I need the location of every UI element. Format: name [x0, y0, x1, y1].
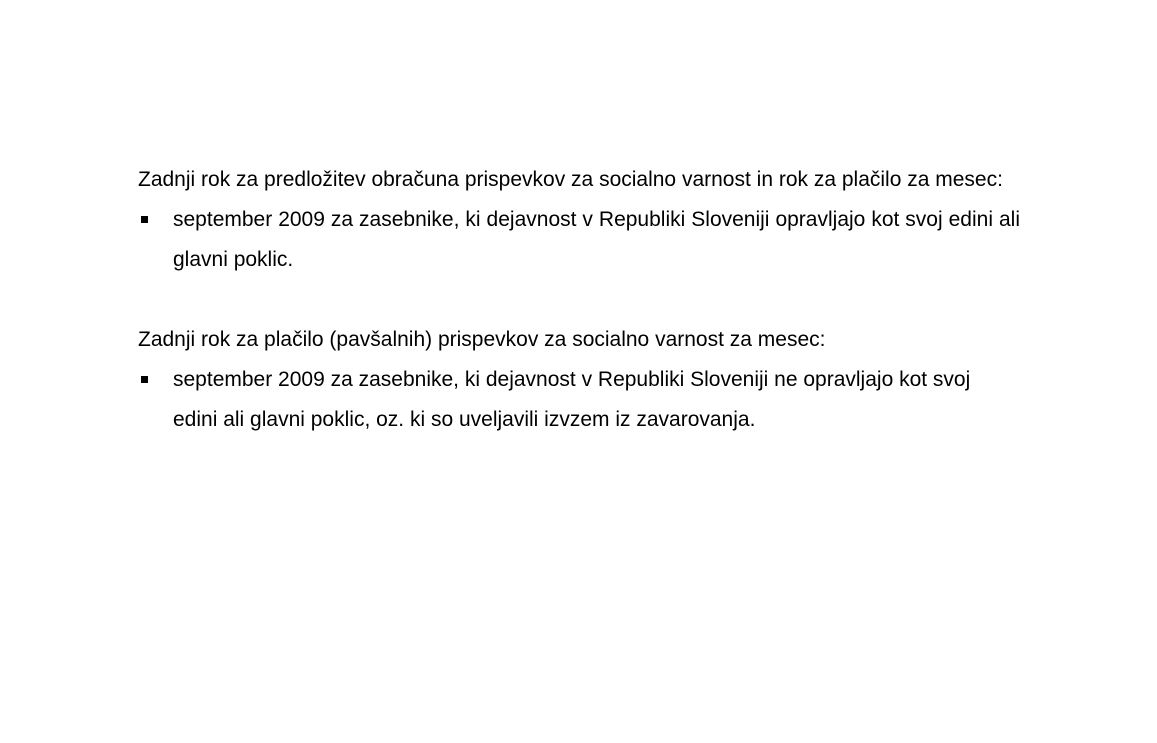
square-bullet-icon [141, 216, 148, 223]
list-item-text: september 2009 za zasebnike, ki dejavnost v Republiki Sloveniji ne opravljajo kot svoj edini ali glavni poklic, oz. ki so uveljavili izvzem iz zavarovanja. [173, 368, 971, 431]
section-intro: Zadnji rok za plačilo (pavšalnih) prispevkov za socialno varnost za mesec: [138, 328, 826, 351]
bullet-list [138, 360, 1020, 440]
list-item [138, 360, 1020, 440]
section-intro: Zadnji rok za predložitev obračuna prispevkov za socialno varnost in rok za plačilo za mesec: [138, 168, 1003, 191]
square-bullet-icon [141, 376, 148, 383]
section-contribution-report-deadline [138, 160, 1020, 280]
list-item [138, 200, 1020, 280]
section-flat-rate-payment-deadline [138, 320, 1020, 440]
bullet-list [138, 200, 1020, 280]
document-body [138, 160, 1020, 440]
list-item-text: september 2009 za zasebnike, ki dejavnost v Republiki Sloveniji opravljajo kot svoj edini ali glavni poklic. [173, 208, 1020, 271]
